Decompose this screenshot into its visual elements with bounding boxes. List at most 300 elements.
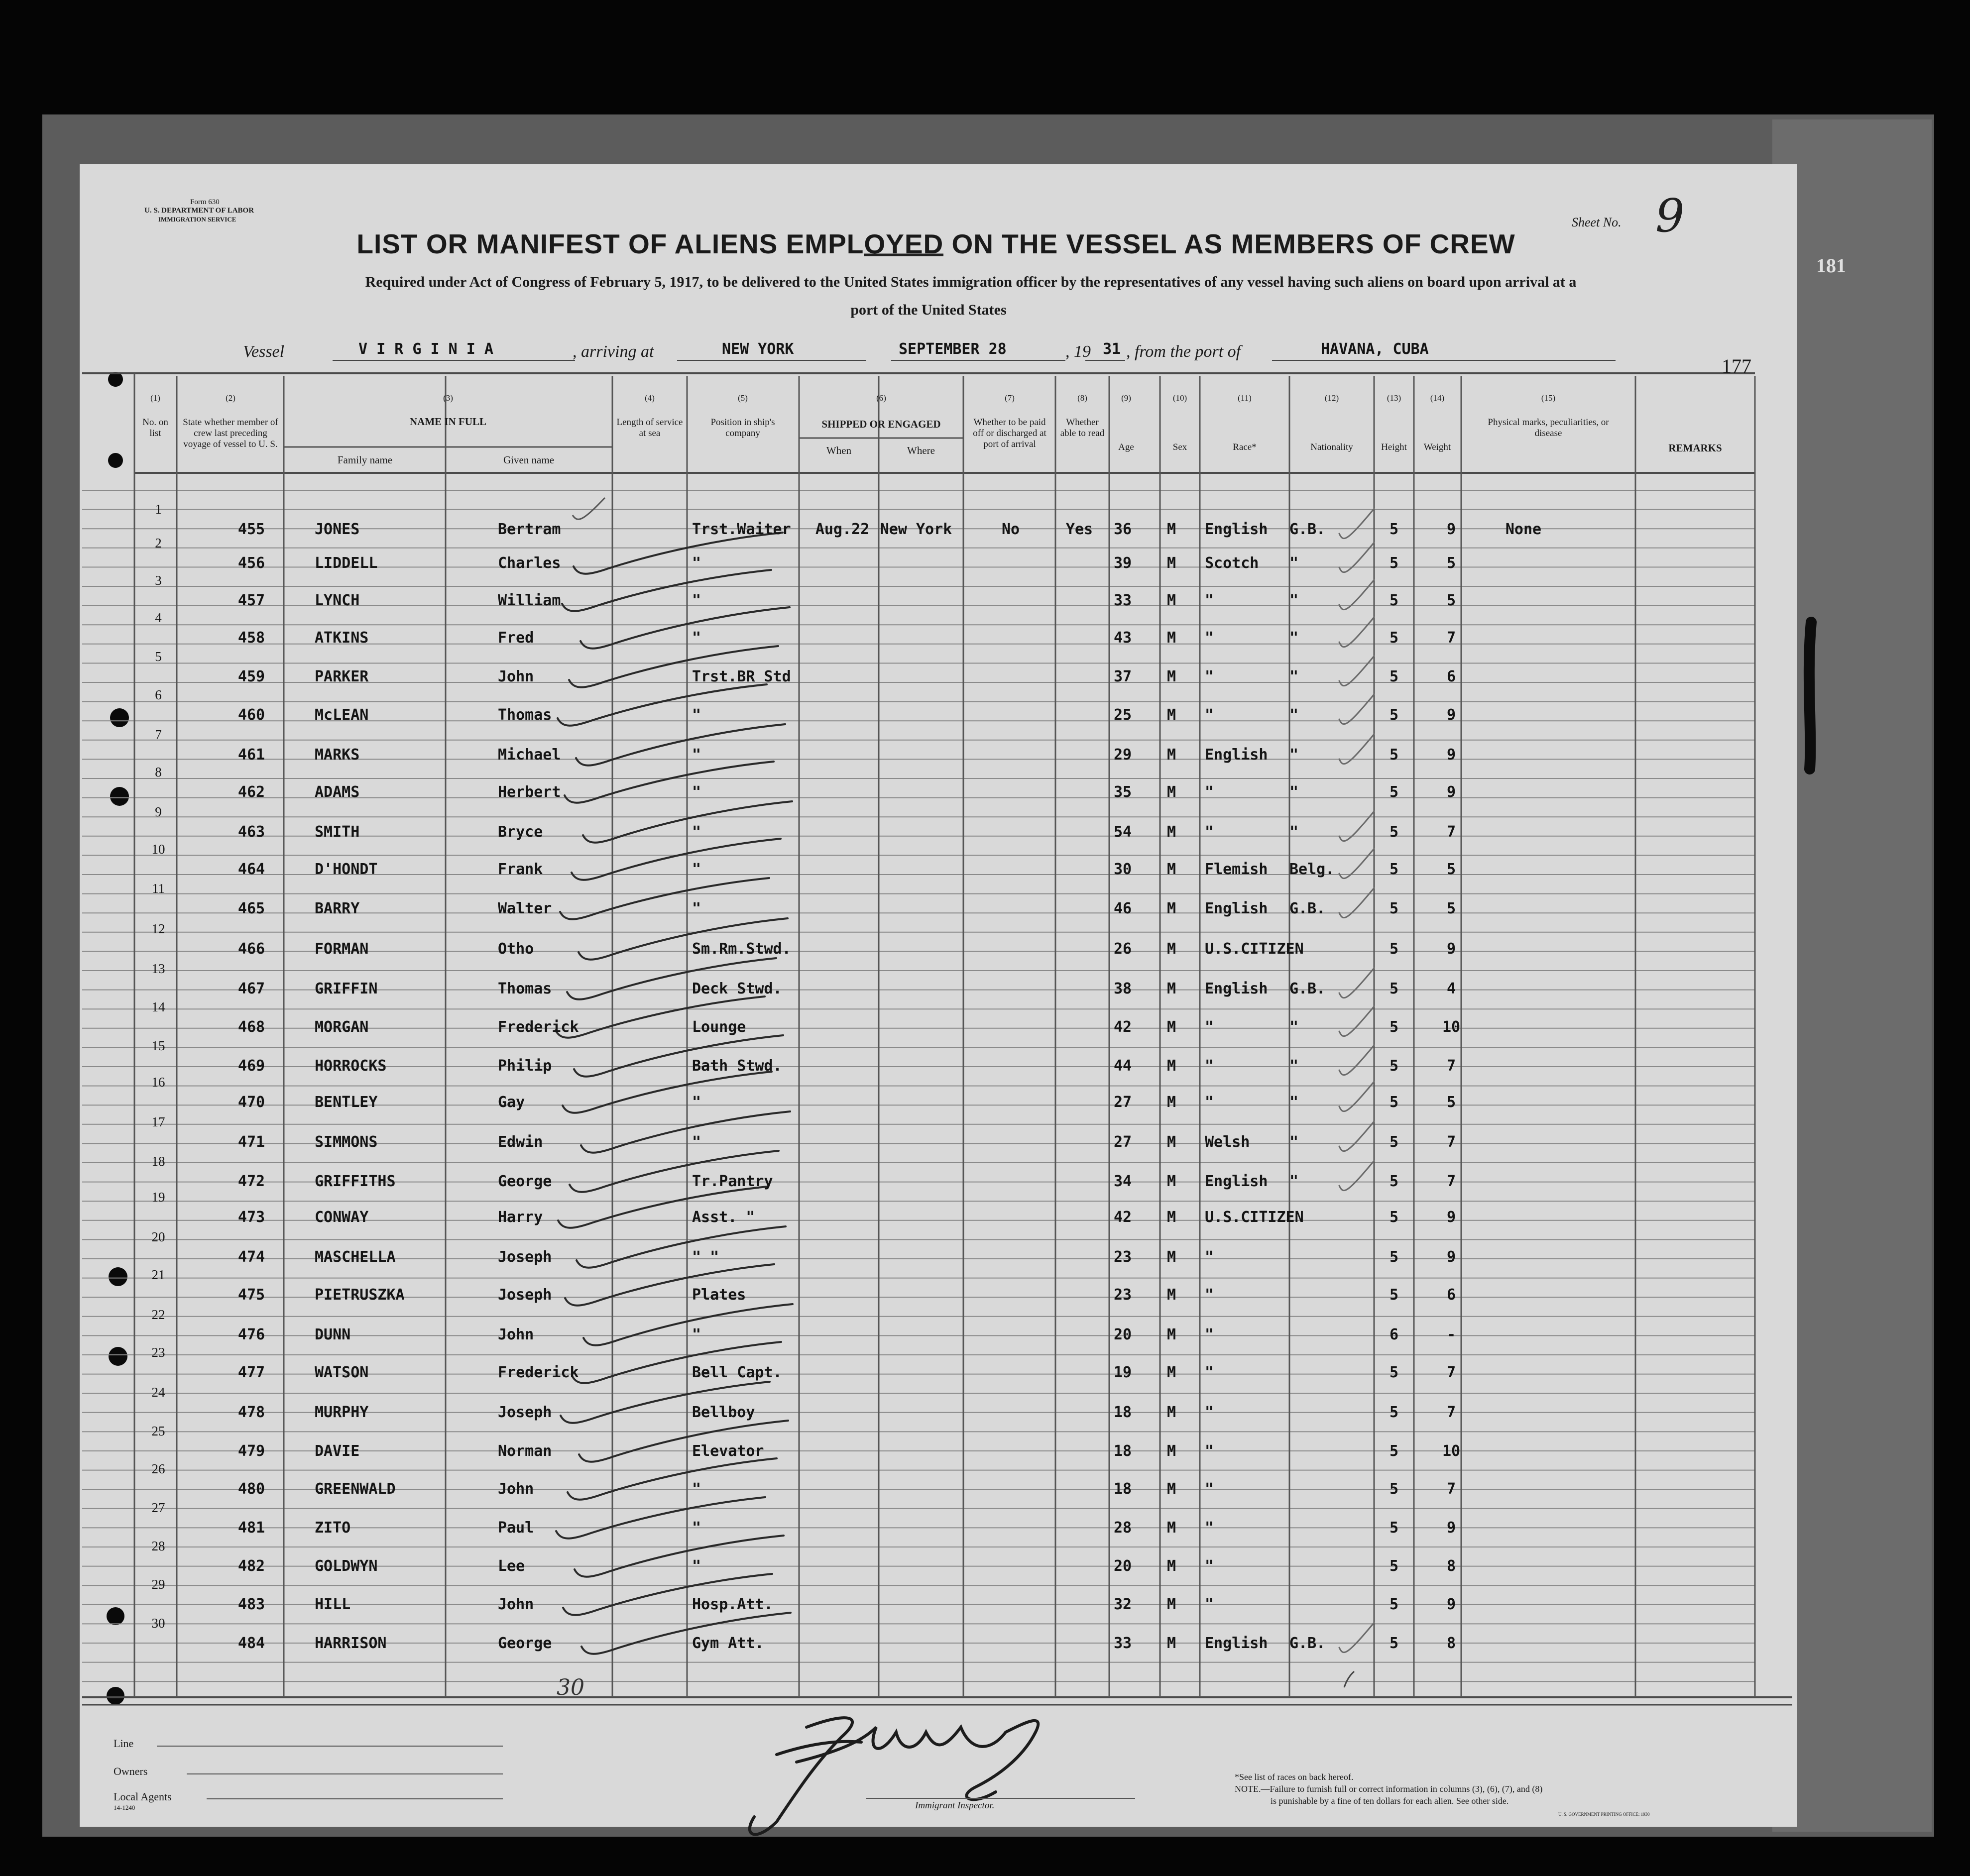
cell-family: HARRISON [315, 1635, 387, 1652]
cell-sex: M [1166, 1635, 1176, 1652]
cell-race: " [1205, 668, 1214, 685]
cell-sex: M [1166, 861, 1176, 878]
cell-given: Bryce [498, 823, 543, 841]
column-header-c13: Height [1381, 442, 1407, 452]
cell-weight: 8 [1446, 1635, 1456, 1652]
cell-position: " [692, 1133, 701, 1151]
cell-family: JONES [315, 521, 360, 538]
cell-position: Trst.BR Std [692, 668, 791, 685]
column-number-c3: (3) [443, 393, 453, 403]
cell-given: Lee [498, 1557, 525, 1575]
year-prefix: , 19 [1065, 342, 1091, 361]
cell-height: 6 [1389, 1326, 1399, 1343]
cell-family: GRIFFITHS [315, 1173, 396, 1190]
cell-age: 37 [1113, 668, 1132, 685]
cell-height: 5 [1389, 823, 1399, 841]
cell-crew: 477 [237, 1364, 265, 1381]
cell-height: 5 [1389, 980, 1399, 997]
cell-weight: 6 [1446, 668, 1456, 685]
cell-height: 5 [1389, 1286, 1399, 1304]
cell-age: 32 [1113, 1596, 1132, 1613]
cell-sex: M [1166, 1442, 1176, 1460]
cell-height: 5 [1389, 1364, 1399, 1381]
cell-weight: 7 [1446, 1173, 1456, 1190]
cell-given: Joseph [498, 1404, 552, 1421]
column-header-c5: Position in ship's company [710, 417, 775, 439]
cell-crew: 459 [237, 668, 265, 685]
cell-age: 29 [1113, 746, 1132, 764]
cell-sex: M [1166, 1286, 1176, 1304]
cell-position: Bell Capt. [692, 1364, 782, 1381]
cell-crew: 470 [237, 1094, 265, 1111]
cell-weight: 10 [1442, 1442, 1461, 1460]
cell-nationality: G.B. [1289, 980, 1326, 997]
cell-given: George [498, 1635, 552, 1652]
cell-age: 28 [1113, 1519, 1132, 1537]
cell-sex: M [1166, 783, 1176, 801]
cell-height: 5 [1389, 1173, 1399, 1190]
column-number-c14: (14) [1430, 393, 1445, 403]
cell-height: 5 [1389, 629, 1399, 647]
cell-age: 20 [1113, 1326, 1132, 1343]
cell-height: 5 [1389, 706, 1399, 724]
manifest-subtitle-line2: port of the United States [850, 302, 1007, 318]
cell-given: Edwin [498, 1133, 543, 1151]
cell-given: John [498, 1596, 534, 1613]
cell-weight: 9 [1446, 521, 1456, 538]
cell-no: 5 [155, 649, 162, 664]
cell-weight: 7 [1446, 1404, 1456, 1421]
local-agents-label: Local Agents [114, 1790, 172, 1803]
cell-position: " [692, 783, 701, 801]
cell-no: 11 [152, 881, 165, 896]
column-header-c3a: Family name [337, 454, 393, 466]
cell-crew: 476 [237, 1326, 265, 1343]
cell-nationality: G.B. [1289, 521, 1326, 538]
cell-height: 5 [1389, 1094, 1399, 1111]
cell-age: 36 [1113, 521, 1132, 538]
cell-nationality: " [1289, 1094, 1299, 1111]
cell-weight: 7 [1446, 1057, 1456, 1075]
column-number-c7: (7) [1005, 393, 1015, 403]
cell-race: English [1205, 1173, 1268, 1190]
column-number-c9: (9) [1121, 393, 1131, 403]
cell-no: 1 [155, 502, 162, 517]
cell-position: Bath Stwd. [692, 1057, 782, 1075]
column-header-c14: Weight [1423, 442, 1451, 452]
cell-height: 5 [1389, 861, 1399, 878]
cell-crew: 462 [237, 783, 265, 801]
cell-family: D'HONDT [315, 861, 378, 878]
cell-height: 5 [1389, 783, 1399, 801]
cell-weight: 7 [1446, 1364, 1456, 1381]
cell-position: Lounge [692, 1018, 746, 1036]
cell-given: Joseph [498, 1286, 552, 1304]
cell-age: 34 [1113, 1173, 1132, 1190]
cell-position: Sm.Rm.Stwd. [692, 940, 791, 958]
column-header-c9: Age [1118, 442, 1134, 452]
page-number: 177 [1722, 355, 1751, 377]
cell-nationality: " [1289, 1018, 1299, 1036]
service-name: IMMIGRATION SERVICE [158, 216, 236, 223]
cell-age: 46 [1113, 900, 1132, 917]
column-header-remarks: REMARKS [1668, 442, 1722, 454]
cell-sex: M [1166, 1519, 1176, 1537]
cell-family: MURPHY [315, 1404, 369, 1421]
column-number-c1: (1) [150, 393, 160, 403]
cell-race: English [1205, 900, 1268, 917]
cell-given: Frederick [498, 1364, 579, 1381]
cell-family: MARKS [315, 746, 360, 764]
column-header-c11: Race* [1233, 442, 1257, 452]
arrival-year: 31 [1103, 340, 1121, 358]
fine-note-line2: is punishable by a fine of ten dollars for each alien. See other side. [1271, 1796, 1509, 1806]
cell-crew: 471 [237, 1133, 265, 1151]
cell-family: MORGAN [315, 1018, 369, 1036]
cell-family: HORROCKS [315, 1057, 387, 1075]
cell-given: Michael [498, 746, 561, 764]
cell-nationality: G.B. [1289, 1635, 1326, 1652]
cell-family: GREENWALD [315, 1480, 396, 1498]
cell-where: New York [880, 521, 952, 538]
cell-no: 26 [151, 1461, 165, 1476]
cell-race: English [1205, 1635, 1268, 1652]
cell-race: Flemish [1205, 861, 1268, 878]
cell-crew: 479 [237, 1442, 265, 1460]
cell-sex: M [1166, 1209, 1176, 1226]
cell-family: FORMAN [315, 940, 369, 958]
cell-age: 30 [1113, 861, 1132, 878]
cell-sex: M [1166, 1557, 1176, 1575]
column-number-c5: (5) [738, 393, 748, 403]
column-header-c3b: Given name [503, 454, 555, 466]
cell-age: 35 [1113, 783, 1132, 801]
cell-race: " [1205, 1557, 1214, 1575]
cell-weight: 6 [1446, 1286, 1456, 1304]
column-number-c10: (10) [1172, 393, 1187, 403]
departure-port: HAVANA, CUBA [1321, 340, 1429, 358]
cell-no: 15 [151, 1038, 165, 1053]
cell-given: Fred [498, 629, 534, 647]
cell-sex: M [1166, 706, 1176, 724]
vessel-label: Vessel [243, 342, 285, 361]
cell-when: Aug.22 [815, 521, 870, 538]
cell-given: Thomas [498, 706, 552, 724]
cell-no: 27 [151, 1500, 165, 1515]
cell-age: 42 [1113, 1018, 1132, 1036]
cell-age: 43 [1113, 629, 1132, 647]
cell-given: Harry [498, 1209, 543, 1226]
cell-sex: M [1166, 521, 1176, 538]
cell-weight: 9 [1446, 1248, 1456, 1266]
cell-race: " [1205, 706, 1214, 724]
cell-position: " " [692, 1248, 719, 1266]
cell-weight: 8 [1446, 1557, 1456, 1575]
cell-no: 3 [155, 573, 162, 588]
cell-given: George [498, 1173, 552, 1190]
cell-race: English [1205, 746, 1268, 764]
cell-age: 18 [1113, 1442, 1132, 1460]
cell-given: Paul [498, 1519, 534, 1537]
cell-age: 27 [1113, 1133, 1132, 1151]
cell-height: 5 [1389, 1635, 1399, 1652]
cell-no: 22 [151, 1307, 165, 1322]
column-header-c6: SHIPPED OR ENGAGED [821, 418, 941, 430]
cell-marks: None [1505, 521, 1542, 538]
sheet-label: Sheet No. [1572, 215, 1622, 229]
cell-nationality: " [1289, 629, 1299, 647]
cell-crew: 464 [237, 861, 265, 878]
cell-crew: 480 [237, 1480, 265, 1498]
cell-position: Bellboy [692, 1404, 755, 1421]
cell-family: DAVIE [315, 1442, 360, 1460]
column-header-c6a: When [826, 444, 852, 456]
cell-no: 12 [151, 921, 165, 936]
cell-weight: 7 [1446, 629, 1456, 647]
cell-height: 5 [1389, 1133, 1399, 1151]
cell-height: 5 [1389, 1557, 1399, 1575]
cell-age: 19 [1113, 1364, 1132, 1381]
cell-sex: M [1166, 554, 1176, 572]
column-number-c15: (15) [1541, 393, 1556, 403]
cell-age: 42 [1113, 1209, 1132, 1226]
cell-crew: 465 [237, 900, 265, 917]
cell-weight: 7 [1446, 1133, 1456, 1151]
column-number-c4: (4) [645, 393, 655, 403]
cell-no: 24 [151, 1385, 165, 1400]
cell-weight: 9 [1446, 746, 1456, 764]
cell-weight: 7 [1446, 1480, 1456, 1498]
cell-no: 10 [151, 842, 165, 857]
cell-crew: 468 [237, 1018, 265, 1036]
cell-position: Gym Att. [692, 1635, 764, 1652]
cell-given: John [498, 1326, 534, 1343]
cell-race: " [1205, 1286, 1214, 1304]
column-header-c12: Nationality [1310, 442, 1353, 452]
cell-age: 33 [1113, 592, 1132, 609]
cell-no: 20 [151, 1229, 165, 1244]
cell-given: Frank [498, 861, 543, 878]
cell-weight: 9 [1446, 940, 1456, 958]
cell-sex: M [1166, 1018, 1176, 1036]
column-number-c12: (12) [1324, 393, 1339, 403]
cell-age: 33 [1113, 1635, 1132, 1652]
cell-crew: 458 [237, 629, 265, 647]
cell-weight: 9 [1446, 1596, 1456, 1613]
cell-sex: M [1166, 823, 1176, 841]
cell-nationality: " [1289, 783, 1299, 801]
cell-sex: M [1166, 940, 1176, 958]
cell-sex: M [1166, 900, 1176, 917]
cell-position: " [692, 592, 701, 609]
cell-nationality: " [1289, 592, 1299, 609]
cell-read: Yes [1065, 521, 1093, 538]
cell-race: " [1205, 783, 1214, 801]
fine-note-line1: NOTE.—Failure to furnish full or correct information in columns (3), (6), (7), and (8) [1235, 1784, 1543, 1794]
cell-position: Elevator [692, 1442, 764, 1460]
cell-no: 25 [151, 1424, 165, 1438]
cell-height: 5 [1389, 940, 1399, 958]
cell-given: Charles [498, 554, 561, 572]
cell-weight: 5 [1446, 1094, 1456, 1111]
cell-no: 21 [151, 1267, 165, 1282]
cell-height: 5 [1389, 900, 1399, 917]
cell-crew: 460 [237, 706, 265, 724]
cell-nationality: " [1289, 706, 1299, 724]
cell-nationality: " [1289, 554, 1299, 572]
cell-race: " [1205, 1094, 1214, 1111]
cell-family: HILL [315, 1596, 351, 1613]
cell-race: Scotch [1205, 554, 1259, 572]
cell-given: Bertram [498, 521, 561, 538]
cell-weight: 5 [1446, 900, 1456, 917]
arriving-label: , arriving at [573, 342, 654, 361]
cell-nationality: " [1289, 1173, 1299, 1190]
cell-sex: M [1166, 668, 1176, 685]
cell-weight: 9 [1446, 1209, 1456, 1226]
cell-crew: 475 [237, 1286, 265, 1304]
cell-sex: M [1166, 1094, 1176, 1111]
cell-race: " [1205, 1442, 1214, 1460]
races-note: *See list of races on back hereof. [1235, 1772, 1354, 1782]
cell-crew: 469 [237, 1057, 265, 1075]
cell-given: Philip [498, 1057, 552, 1075]
column-header-c10: Sex [1172, 442, 1187, 452]
cell-height: 5 [1389, 1442, 1399, 1460]
department-name: U. S. DEPARTMENT OF LABOR [144, 207, 254, 215]
corner-number: 181 [1816, 254, 1846, 277]
cell-no: 4 [155, 610, 162, 625]
cell-no: 8 [155, 765, 162, 779]
cell-crew: 472 [237, 1173, 265, 1190]
cell-position: " [692, 1480, 701, 1498]
cell-race: " [1205, 1248, 1214, 1266]
cell-weight: 5 [1446, 592, 1456, 609]
cell-sex: M [1166, 1173, 1176, 1190]
cell-weight: 5 [1446, 861, 1456, 878]
cell-given: Walter [498, 900, 552, 917]
cell-weight: 4 [1446, 980, 1456, 997]
cell-race: " [1205, 629, 1214, 647]
cell-family: MASCHELLA [315, 1248, 396, 1266]
cell-crew: 478 [237, 1404, 265, 1421]
cell-position: " [692, 900, 701, 917]
cell-race: U.S.CITIZEN [1205, 1209, 1304, 1226]
cell-family: ATKINS [315, 629, 369, 647]
cell-family: LIDDELL [315, 554, 378, 572]
cell-race: " [1205, 1480, 1214, 1498]
cell-height: 5 [1389, 1480, 1399, 1498]
cell-given: Norman [498, 1442, 552, 1460]
cell-race: English [1205, 521, 1268, 538]
cell-no: 13 [151, 961, 165, 976]
cell-race: " [1205, 1018, 1214, 1036]
cell-position: " [692, 1557, 701, 1575]
column-number-c6: (6) [876, 393, 886, 403]
from-port-label: , from the port of [1126, 342, 1241, 361]
cell-position: Hosp.Att. [692, 1596, 773, 1613]
cell-nationality: " [1289, 1057, 1299, 1075]
cell-family: SIMMONS [315, 1133, 378, 1151]
cell-height: 5 [1389, 1248, 1399, 1266]
cell-weight: 9 [1446, 1519, 1456, 1537]
cell-family: PIETRUSZKA [315, 1286, 405, 1304]
cell-no: 19 [151, 1190, 165, 1205]
cell-nationality: " [1289, 746, 1299, 764]
cell-sex: M [1166, 1364, 1176, 1381]
cell-age: 38 [1113, 980, 1132, 997]
cell-no: 18 [151, 1154, 165, 1169]
cell-position: " [692, 861, 701, 878]
cell-position: Deck Stwd. [692, 980, 782, 997]
cell-no: 14 [151, 999, 165, 1014]
column-header-c4: Length of service at sea [616, 417, 683, 439]
column-header-c15: Physical marks, peculiarities, or disease [1488, 417, 1609, 439]
cell-family: SMITH [315, 823, 360, 841]
cell-race: Welsh [1205, 1133, 1250, 1151]
cell-height: 5 [1389, 554, 1399, 572]
cell-family: ADAMS [315, 783, 360, 801]
cell-family: PARKER [315, 668, 369, 685]
cell-position: " [692, 1094, 701, 1111]
cell-no: 17 [151, 1114, 165, 1129]
cell-crew: 466 [237, 940, 265, 958]
cell-family: McLEAN [315, 706, 369, 724]
agents-code: 14-1240 [114, 1804, 135, 1811]
cell-sex: M [1166, 1480, 1176, 1498]
cell-family: BARRY [315, 900, 360, 917]
cell-position: " [692, 1519, 701, 1537]
arrival-date: SEPTEMBER 28 [899, 340, 1007, 358]
vessel-name: V I R G I N I A [358, 340, 493, 358]
cell-race: U.S.CITIZEN [1205, 940, 1304, 958]
cell-nationality: " [1289, 668, 1299, 685]
cell-no: 23 [151, 1345, 165, 1360]
cell-crew: 484 [237, 1635, 265, 1652]
count-note: 30 [557, 1675, 584, 1700]
cell-no: 29 [151, 1577, 165, 1592]
column-header-c6b: Where [907, 444, 935, 456]
cell-position: " [692, 823, 701, 841]
cell-crew: 467 [237, 980, 265, 997]
cell-height: 5 [1389, 1596, 1399, 1613]
cell-race: " [1205, 1519, 1214, 1537]
cell-given: John [498, 1480, 534, 1498]
cell-weight: 5 [1446, 554, 1456, 572]
cell-no: 16 [151, 1075, 165, 1090]
cell-age: 39 [1113, 554, 1132, 572]
cell-race: " [1205, 823, 1214, 841]
cell-sex: M [1166, 1248, 1176, 1266]
cell-crew: 463 [237, 823, 265, 841]
cell-sex: M [1166, 1404, 1176, 1421]
cell-weight: 9 [1446, 783, 1456, 801]
cell-position: " [692, 706, 701, 724]
cell-age: 54 [1113, 823, 1132, 841]
cell-weight: 9 [1446, 706, 1456, 724]
cell-weight: 7 [1446, 823, 1456, 841]
cell-sex: M [1166, 1057, 1176, 1075]
cell-given: John [498, 668, 534, 685]
cell-sex: M [1166, 629, 1176, 647]
cell-crew: 481 [237, 1519, 265, 1537]
cell-crew: 455 [237, 521, 265, 538]
cell-sex: M [1166, 592, 1176, 609]
cell-age: 44 [1113, 1057, 1132, 1075]
sheet-number: 9 [1655, 189, 1685, 242]
cell-crew: 461 [237, 746, 265, 764]
cell-crew: 483 [237, 1596, 265, 1613]
